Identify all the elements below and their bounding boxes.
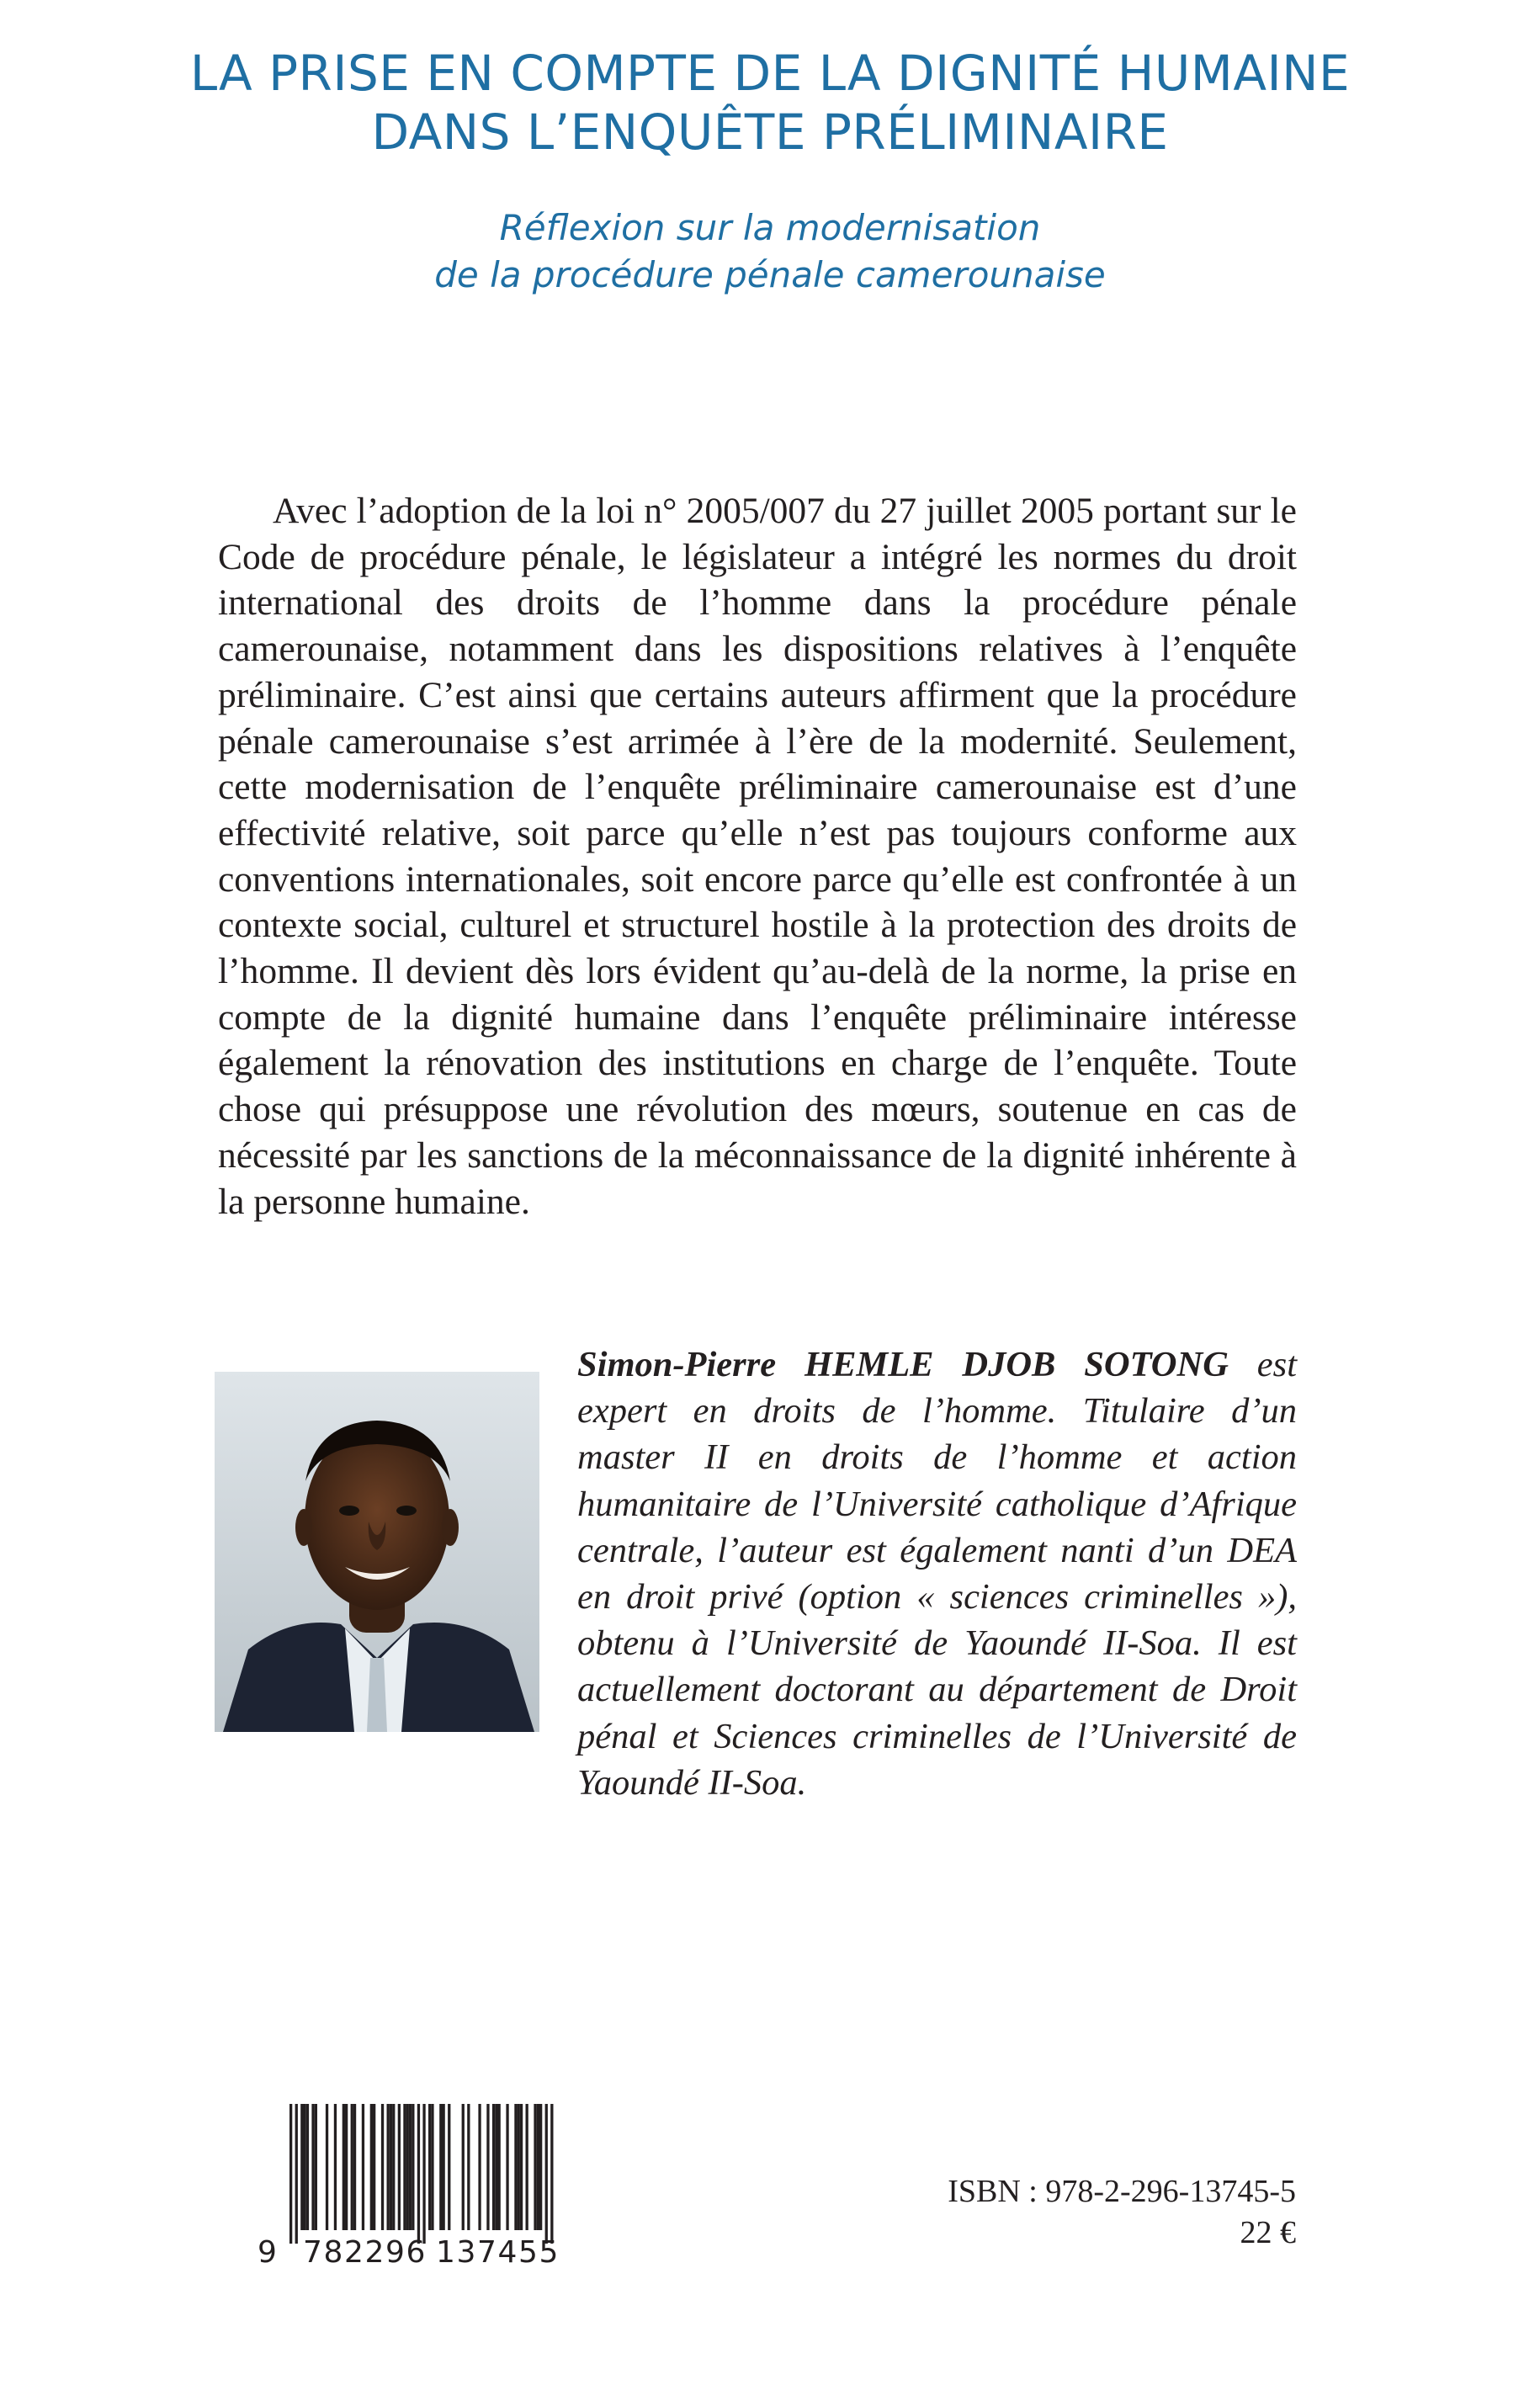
barcode-bar: [387, 2104, 390, 2230]
barcode-bar: [439, 2104, 442, 2230]
barcode-bar: [443, 2104, 445, 2230]
barcode-bar: [334, 2104, 337, 2230]
barcode-bar: [534, 2104, 536, 2230]
author-bio: [577, 1341, 1297, 1806]
barcode-bar: [506, 2104, 508, 2230]
book-title: [0, 44, 1540, 162]
barcode-bar: [412, 2104, 414, 2230]
isbn-label: ISBN : 978-2-296-13745-5: [948, 2174, 1296, 2209]
barcode-bar: [381, 2104, 384, 2230]
back-cover-blurb: Avec l’adoption de la loi n° 2005/007 du 27 juillet 2005 portant sur le Code de procédure pénale, le législateur a intégré les normes du droit international des droits de l’homme dans la procédure pénale camerounaise, notamment dans les dispositions relatives à l’enquête préliminaire. C’est ainsi que certains auteurs affirment que la procédure pénale camerounaise s’est arrimée à l’ère de la modernité. Seulement, cette modernisation de l’enquête préliminaire camerounaise est d’une effectivité relative, soit parce qu’elle n’est pas toujours conforme aux conventions internationales, soit encore parce qu’elle est confrontée à un contexte social, culturel et structurel hostile à la protection des droits de l’homme. Il devient dès lors évident qu’au-delà de la norme, la prise en compte de la dignité humaine dans l’enquête préliminaire intéresse également la rénovation des institutions en charge de l’enquête. Toute chose qui présuppose une révolution des mœurs, soutenue en cas de nécessité par les sanctions de la méconnaissance de la dignité inhérente à la personne humaine.: [218, 491, 1297, 1222]
barcode-bar: [520, 2104, 523, 2230]
barcode-bar: [545, 2104, 548, 2244]
book-subtitle: [0, 205, 1540, 299]
author-photo: [215, 1372, 539, 1732]
barcode-bar: [398, 2104, 401, 2230]
barcode-left-digits: 782296: [303, 2235, 427, 2270]
barcode-first-digit: 9: [258, 2235, 277, 2270]
barcode-bar: [362, 2104, 364, 2230]
barcode-bar: [514, 2104, 517, 2230]
barcode-bar: [478, 2104, 481, 2230]
barcode-bar: [306, 2104, 309, 2230]
barcode-bar: [311, 2104, 314, 2230]
barcode-bar: [403, 2104, 406, 2230]
barcode-bar: [392, 2104, 395, 2230]
barcode-bar: [289, 2104, 292, 2244]
barcode-bar: [467, 2104, 470, 2230]
title-line-1: LA PRISE EN COMPTE DE LA DIGNITÉ HUMAINE: [189, 45, 1351, 102]
title-line-2: DANS L’ENQUÊTE PRÉLIMINAIRE: [371, 104, 1169, 161]
barcode-bar: [431, 2104, 433, 2230]
barcode-right-digits: 137455: [436, 2235, 560, 2270]
barcode-bar: [353, 2104, 356, 2230]
barcode-bar: [498, 2104, 501, 2230]
barcode-bar: [300, 2104, 303, 2230]
barcode-bar: [417, 2104, 420, 2244]
barcode-bar: [526, 2104, 528, 2230]
author-portrait-image: [215, 1372, 539, 1732]
barcode-bar: [448, 2104, 450, 2230]
price-label: 22 €: [1240, 2215, 1296, 2250]
barcode-bar: [370, 2104, 373, 2230]
barcode-bar: [537, 2104, 539, 2230]
barcode-bar: [428, 2104, 431, 2230]
barcode-bar: [539, 2104, 542, 2230]
barcode-bar: [315, 2104, 317, 2230]
subtitle-line-1: Réflexion sur la modernisation: [499, 207, 1041, 248]
barcode-bar: [495, 2104, 497, 2230]
author-name: Simon-Pierre HEMLE DJOB SOTONG: [577, 1345, 1229, 1384]
barcode-bar: [326, 2104, 328, 2230]
barcode-bar: [409, 2104, 412, 2230]
barcode-bar: [462, 2104, 465, 2230]
barcode-bar: [343, 2104, 345, 2230]
barcode-bar: [518, 2104, 520, 2230]
barcode-bar: [351, 2104, 353, 2230]
barcode-bar: [295, 2104, 298, 2244]
subtitle-line-2: de la procédure pénale camerounaise: [434, 254, 1106, 295]
author-bio-text: est expert en droits de l’homme. Titulaire d’un master II en droits de l’homme et action humanitaire de l’Université catholique d’Afrique centrale, l’auteur est également nanti d’un DEA en droit privé (option « sciences criminelles »), obtenu à l’Université de Yaoundé II-Soa. Il est actuellement doctorant au département de Droit pénal et Sciences criminelles de l’Université de Yaoundé II-Soa.: [577, 1345, 1297, 1803]
barcode-bar: [390, 2104, 392, 2230]
barcode-bar: [550, 2104, 553, 2244]
barcode-bar: [345, 2104, 348, 2230]
barcode-bar: [406, 2104, 409, 2230]
isbn-barcode: [252, 2102, 589, 2271]
barcode-bar: [492, 2104, 495, 2230]
barcode-bar: [304, 2104, 306, 2230]
barcode-bar: [486, 2104, 489, 2230]
barcode-bar: [373, 2104, 375, 2230]
barcode-icon: [252, 2102, 589, 2271]
barcode-bar: [422, 2104, 425, 2244]
